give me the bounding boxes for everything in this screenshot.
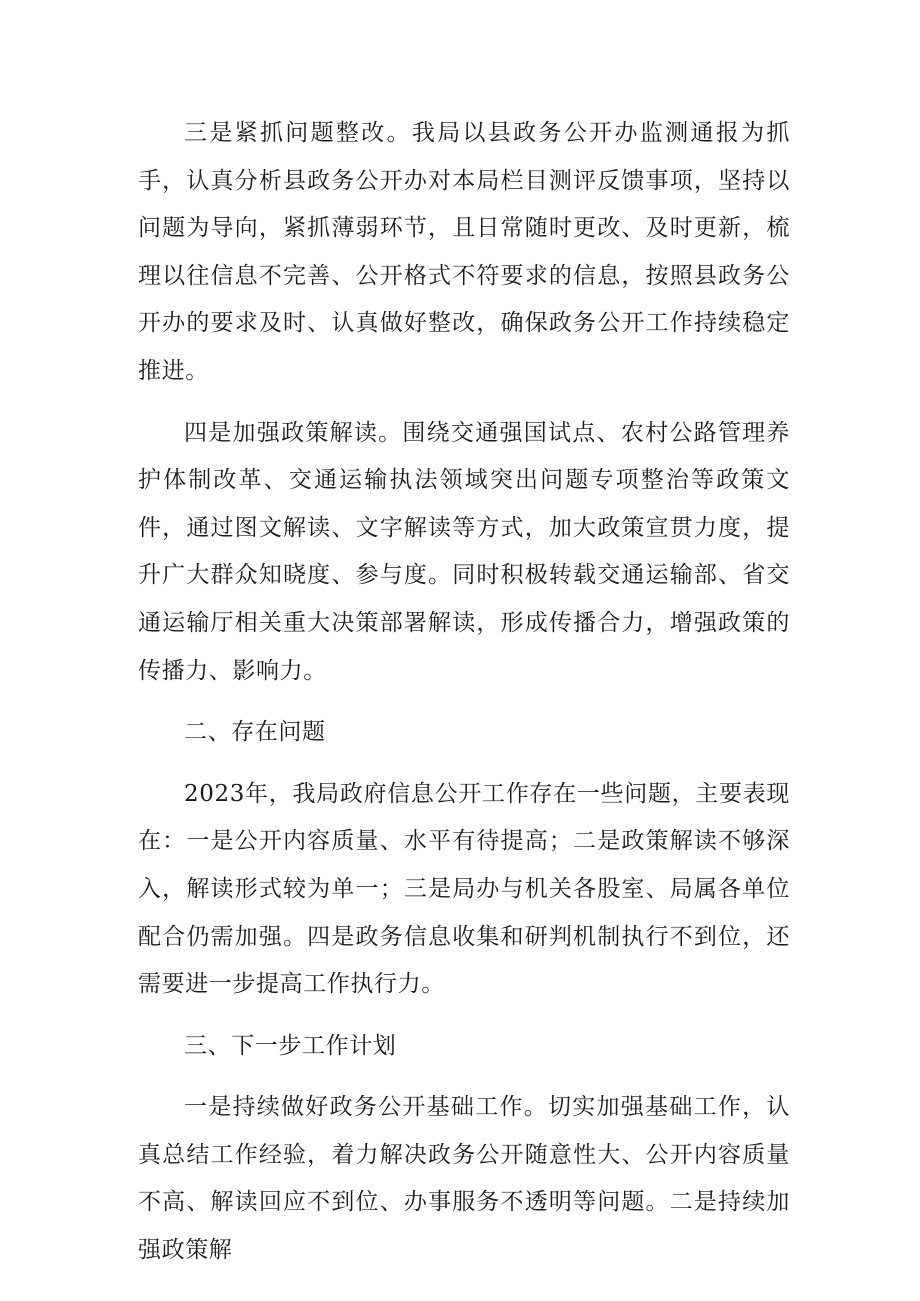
paragraph-existing-problems: 2023年，我局政府信息公开工作存在一些问题，主要表现在：一是公开内容质量、水平有待提高；二是政策解读不够深入，解读形式较为单一；三是局办与机关各股室、局属各单位配合仍需加强。四是政务信息收集和研判机制执行不到位，还需要进一步提高工作执行力。 — [138, 780, 790, 998]
document-body — [138, 110, 790, 1275]
paragraph-next-steps: 一是持续做好政务公开基础工作。切实加强基础工作，认真总结工作经验，着力解决政务公开随意性大、公开内容质量不高、解读回应不到位、办事服务不透明等问题。二是持续加强政策解 — [138, 1094, 790, 1264]
section-heading-existing-problems: 二、存在问题 — [184, 719, 326, 746]
paragraph-policy-interpretation: 四是加强政策解读。围绕交通强国试点、农村公路管理养护体制改革、交通运输执法领域突出问题专项整治等政策文件，通过图文解读、文字解读等方式，加大政策宣贯力度，提升广大群众知晓度、参与度。同时积极转载交通运输部、省交通运输厅相关重大决策部署解读，形成传播合力，增强政策的传播力、影响力。 — [138, 419, 790, 684]
section-heading-next-steps: 三、下一步工作计划 — [184, 1032, 397, 1059]
paragraph-problem-rectification: 三是紧抓问题整改。我局以县政务公开办监测通报为抓手，认真分析县政务公开办对本局栏目测评反馈事项，坚持以问题为导向，紧抓薄弱环节，且日常随时更改、及时更新，梳理以往信息不完善、公开格式不符要求的信息，按照县政务公开办的要求及时、认真做好整改，确保政务公开工作持续稳定推进。 — [138, 120, 790, 384]
